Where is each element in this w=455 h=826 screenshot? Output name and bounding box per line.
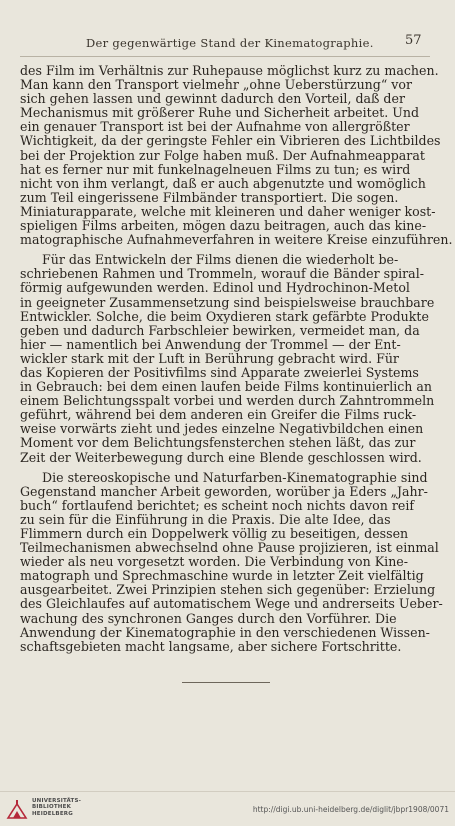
text-line: des Gleichlaufes auf automatischem Wege und andrerseits Ueber- [20,596,443,612]
text-line: geben und dadurch Farbschleier bewirken, vermeidet man, da [20,322,420,338]
text-line: nicht von ihm verlangt, daß er auch abgenutzte und womöglich [20,175,426,191]
text-line: Zeit der Weiterbewegung durch eine Blende geschlossen wird. [20,449,422,465]
text-line: Gegenstand mancher Arbeit geworden, worüber ja Eders „Jahr- [20,483,428,499]
text-line: Moment vor dem Belichtungsfensterchen stehen läßt, das zur [20,435,416,451]
source-url-link[interactable]: http://digi.ub.uni-heidelberg.de/diglit/jbpr1908/0071 [252,805,449,814]
running-title: Der gegenwärtige Stand der Kinematographie. [86,36,374,50]
text-line: bei der Projektion zur Folge haben muß. Der Aufnahmeapparat [20,147,425,163]
text-line: hat es ferner nur mit funkelnagelneuen Films zu tun; es wird [20,161,411,177]
text-line: Wichtigkeit, da der geringste Fehler ein Vibrieren des Lichtbildes [20,133,441,149]
page-body [20,63,453,654]
text-line: Man kann den Transport vielmehr „ohne Ueberstürzung“ vor [20,77,413,93]
text-line: des Film im Verhältnis zur Ruhepause möglichst kurz zu machen. [20,63,439,78]
text-line: geführt, während bei dem anderen ein Greifer die Films ruck- [20,407,417,423]
end-rule [182,682,270,683]
page-number: 57 [405,33,422,48]
text-line: ein genauer Transport ist bei der Aufnahme von allergrößter [20,119,410,135]
text-line: zum Teil eingerissene Filmbänder transportiert. Die sogen. [20,189,399,205]
text-line: matographische Aufnahmeverfahren in weitere Kreise einzuführen. [20,232,453,248]
university-library-logo-icon [6,798,28,820]
paragraph [20,469,443,654]
text-line: wachung des synchronen Ganges durch den Vorführer. Die [20,610,397,626]
text-line: Teilmechanismen abwechselnd ohne Pause projizieren, ist einmal [20,540,439,556]
text-line: Entwickler. Solche, die beim Oxydieren stark gefärbte Produkte [20,308,429,324]
text-line: Mechanismus mit größerer Ruhe und Sicherheit arbeitet. Und [20,105,420,121]
text-line: hier — namentlich bei Anwendung der Trommel — der Ent- [20,336,401,352]
text-line: Miniaturapparate, welche mit kleineren und daher weniger kost- [20,203,436,219]
text-line: schaftsgebieten macht langsame, aber sichere Fortschritte. [20,638,402,654]
text-line: wickler stark mit der Luft in Berührung gebracht wird. Für [20,350,399,366]
digitization-footer [0,791,455,826]
paragraph [20,63,453,248]
text-line: Anwendung der Kinematographie in den verschiedenen Wissen- [20,624,430,640]
text-line: matograph und Sprechmaschine wurde in letzter Zeit vielfältig [20,568,424,584]
text-line: Für das Entwickeln der Films dienen die wiederholt be- [42,252,399,268]
text-line: weise vorwärts zieht und jedes einzelne Negativbildchen einen [20,421,424,437]
text-line: schriebenen Rahmen und Trommeln, worauf die Bänder spiral- [20,266,424,282]
text-line: Flimmern durch ein Doppelwerk völlig zu beseitigen, dessen [20,526,409,541]
text-line: in geeigneter Zusammensetzung sind beispielsweise brauchbare [20,294,435,310]
library-name: UNIVERSITÄTS- BIBLIOTHEK HEIDELBERG [32,798,82,817]
text-line: ausgearbeitet. Zwei Prinzipien stehen sich gegenüber: Erzielung [20,582,436,598]
text-line: buch“ fortlaufend berichtet; es scheint noch nichts davon reif [20,497,415,513]
text-line: Die stereoskopische und Naturfarben-Kinematographie sind [42,469,428,485]
text-line: in Gebrauch: bei dem einen laufen beide Films kontinuierlich an [20,379,433,395]
text-line: das Kopieren der Positivfilms sind Apparate zweierlei Systems [20,364,419,380]
text-line: sich gehen lassen und gewinnt dadurch den Vorteil, daß der [20,91,405,107]
text-line: förmig aufgewunden werden. Edinol und Hydrochinon-Metol [20,280,410,296]
paragraph [20,252,435,465]
header-divider [20,56,430,57]
text-line: wieder als neu vorgesetzt worden. Die Verbindung von Kine- [20,554,409,570]
text-line: zu sein für die Einführung in die Praxis. Die alte Idee, das [20,511,391,527]
text-line: einem Belichtungsspalt vorbei und werden durch Zahntrommeln [20,393,435,409]
text-line: spieligen Films arbeiten, mögen dazu beitragen, auch das kine- [20,218,427,234]
